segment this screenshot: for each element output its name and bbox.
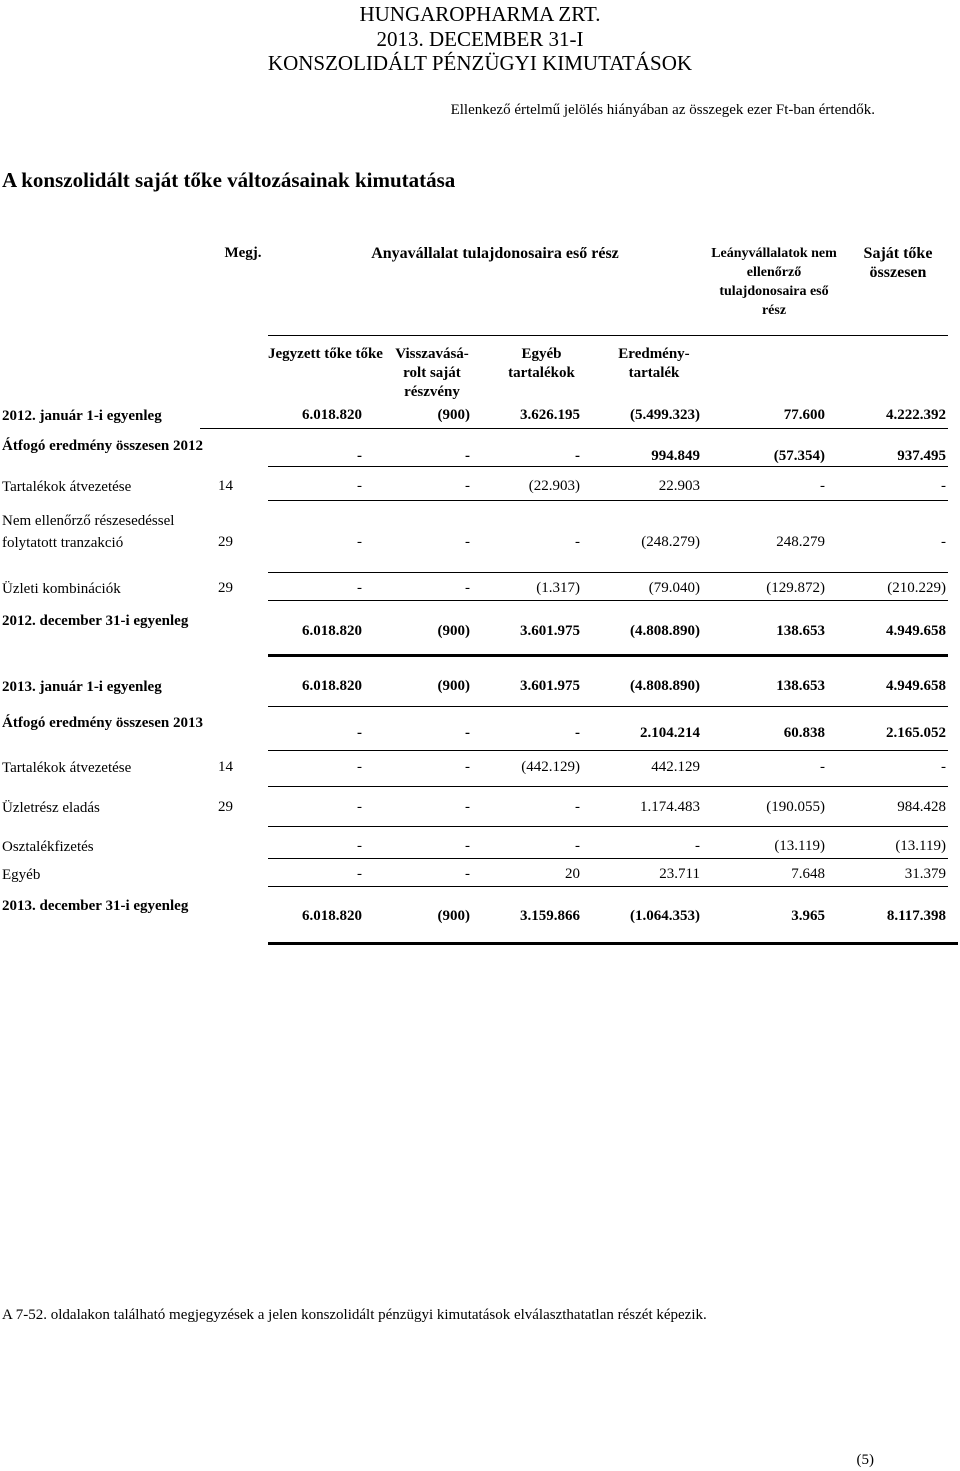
row-value: 3.159.866 [520, 908, 580, 924]
row-value: - [465, 838, 470, 854]
row-label: Átfogó eredmény összesen 2012 [2, 438, 203, 454]
row-value: (900) [437, 908, 470, 924]
row-value: 3.601.975 [520, 623, 580, 639]
row-value: - [357, 448, 362, 464]
row-label: Egyéb [2, 867, 41, 883]
row-value: 138.653 [776, 678, 825, 694]
row-label: 2012. január 1-i egyenleg [2, 408, 162, 424]
row-value: - [465, 478, 470, 494]
col-header-total: Saját tőke összesen [863, 245, 933, 281]
table-rule [268, 500, 948, 501]
row-value: 4.949.658 [886, 623, 946, 639]
report-name: KONSZOLIDÁLT PÉNZÜGYI KIMUTATÁSOK [267, 51, 693, 75]
row-value: - [465, 534, 470, 550]
row-label: Tartalékok átvezetése [2, 760, 132, 776]
row-value: (900) [437, 407, 470, 423]
row-value: 1.174.483 [640, 799, 700, 815]
row-label: 2013. december 31-i egyenleg [2, 898, 189, 914]
row-label: Átfogó eredmény összesen 2013 [2, 715, 203, 731]
row-value: - [695, 838, 700, 854]
row-value: - [465, 799, 470, 815]
header-rule [268, 335, 948, 336]
col-header-treasury-shares: Visszavásá-rolt saját részvény [395, 346, 469, 400]
row-value: - [357, 534, 362, 550]
col-header-megj: Megj. [224, 245, 262, 261]
row-label: 2013. január 1-i egyenleg [2, 679, 162, 695]
table-rule [268, 706, 948, 707]
row-value: (13.119) [895, 838, 946, 854]
row-value: 6.018.820 [302, 407, 362, 423]
row-label: Osztalékfizetés [2, 839, 94, 855]
row-value: (210.229) [887, 580, 946, 596]
row-value: - [357, 580, 362, 596]
row-value: (5.499.323) [630, 407, 700, 423]
table-rule [268, 466, 948, 467]
row-value: - [941, 759, 946, 775]
row-note-ref: 29 [218, 580, 233, 596]
table-rule [268, 858, 948, 859]
col-header-nci: Leányvállalatok nem ellenőrző tulajdonosaira eső rész [711, 246, 837, 318]
row-value: - [465, 580, 470, 596]
row-value: 442.129 [651, 759, 700, 775]
row-value: 2.104.214 [640, 725, 700, 741]
company-name: HUNGAROPHARMA ZRT. [359, 2, 601, 26]
row-value: - [575, 838, 580, 854]
row-value: (13.119) [774, 838, 825, 854]
row-value: 8.117.398 [886, 908, 946, 924]
table-rule [268, 942, 958, 945]
row-value: - [575, 725, 580, 741]
row-value: (129.872) [766, 580, 825, 596]
row-value: 3.965 [791, 908, 825, 924]
row-value: - [465, 759, 470, 775]
col-header-parent-group: Anyavállalat tulajdonosaira eső rész [371, 245, 619, 262]
row-value: - [357, 866, 362, 882]
table-rule [268, 826, 948, 827]
col-header-other-reserves: Egyéb tartalékok [508, 346, 575, 381]
row-value: (900) [437, 678, 470, 694]
row-value: 984.428 [897, 799, 946, 815]
row-value: - [575, 534, 580, 550]
row-label: 2012. december 31-i egyenleg [2, 613, 189, 629]
row-value: 22.903 [658, 478, 700, 494]
currency-note: Ellenkező értelmű jelölés hiányában az összegek ezer Ft-ban értendők. [450, 102, 875, 118]
row-value: 6.018.820 [302, 908, 362, 924]
row-value: 994.849 [651, 448, 700, 464]
row-value: 23.711 [659, 866, 700, 882]
row-value: 2.165.052 [886, 725, 946, 741]
row-label: Nem ellenőrző részesedéssel folytatott tranzakció [2, 513, 175, 551]
row-value: - [357, 838, 362, 854]
row-value: (79.040) [648, 580, 700, 596]
page-number: (5) [856, 1452, 874, 1468]
row-value: 3.626.195 [520, 407, 580, 423]
col-header-retained-earnings: Eredmény-tartalék [618, 346, 690, 381]
row-value: - [465, 448, 470, 464]
table-rule [268, 786, 948, 787]
row-value: - [357, 759, 362, 775]
table-rule [200, 428, 948, 429]
row-note-ref: 29 [218, 534, 233, 550]
row-value: - [820, 478, 825, 494]
row-value: - [357, 725, 362, 741]
row-value: - [941, 478, 946, 494]
row-value: 20 [565, 866, 580, 882]
row-value: - [465, 866, 470, 882]
row-value: - [575, 448, 580, 464]
row-value: (248.279) [641, 534, 700, 550]
col-header-share-capital: Jegyzett tőke tőke [268, 346, 383, 362]
row-value: - [465, 725, 470, 741]
report-date: 2013. DECEMBER 31-I [376, 27, 584, 51]
row-value: 7.648 [791, 866, 825, 882]
row-value: (1.064.353) [630, 908, 700, 924]
row-value: 4.949.658 [886, 678, 946, 694]
row-label: Tartalékok átvezetése [2, 479, 132, 495]
row-label: Üzleti kombinációk [2, 581, 121, 597]
footer-note: A 7-52. oldalakon található megjegyzések a jelen konszolidált pénzügyi kimutatások elválaszthatatlan részét képezik. [2, 1307, 707, 1323]
table-rule [268, 654, 948, 657]
row-value: (22.903) [528, 478, 580, 494]
table-rule [268, 886, 948, 887]
row-value: 60.838 [783, 725, 825, 741]
row-value: - [357, 799, 362, 815]
row-value: 6.018.820 [302, 623, 362, 639]
row-value: (900) [437, 623, 470, 639]
row-value: (442.129) [521, 759, 580, 775]
row-value: 3.601.975 [520, 678, 580, 694]
row-value: - [820, 759, 825, 775]
table-rule [268, 600, 948, 601]
row-value: (4.808.890) [630, 623, 700, 639]
row-label: Üzletrész eladás [2, 800, 100, 816]
table-rule [268, 572, 948, 573]
row-value: 77.600 [783, 407, 825, 423]
row-value: (4.808.890) [630, 678, 700, 694]
page-title: A konszolidált saját tőke változásainak kimutatása [2, 168, 456, 192]
row-value: 6.018.820 [302, 678, 362, 694]
table-rule [268, 750, 948, 751]
row-value: 248.279 [776, 534, 825, 550]
row-value: 937.495 [897, 448, 946, 464]
row-value: 31.379 [904, 866, 946, 882]
row-note-ref: 29 [218, 799, 233, 815]
row-value: (190.055) [766, 799, 825, 815]
row-value: - [575, 799, 580, 815]
row-value: 4.222.392 [886, 407, 946, 423]
row-value: (1.317) [536, 580, 580, 596]
row-value: - [941, 534, 946, 550]
row-note-ref: 14 [218, 759, 233, 775]
row-value: (57.354) [773, 448, 825, 464]
row-value: - [357, 478, 362, 494]
row-note-ref: 14 [218, 478, 233, 494]
row-value: 138.653 [776, 623, 825, 639]
